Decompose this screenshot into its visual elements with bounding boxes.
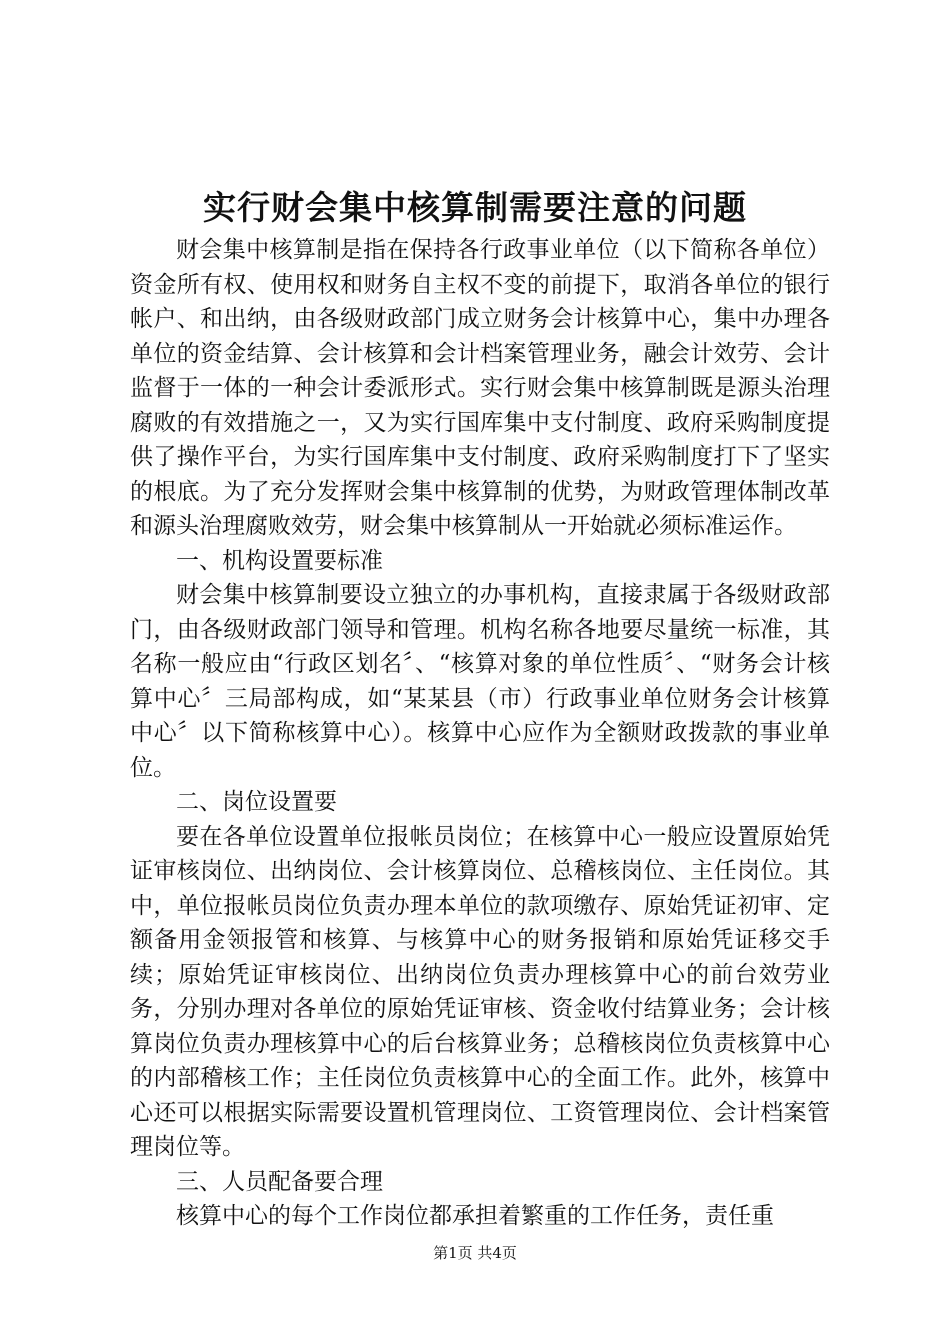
paragraph-section-1: 财会集中核算制要设立独立的办事机构，直接隶属于各级财政部门，由各级财政部门领导和管理。机构名称各地要尽量统一标准，其名称一般应由“行政区划名〞、“核算对象的单位性质〞、“财务会计核算中心〞三局部构成，如“某某县（市）行政事业单位财务会计核算中心〞以下简称核算中心）。核算中心应作为全额财政拨款的事业单位。 [130,582,830,781]
paragraph-section-3: 核算中心的每个工作岗位都承担着繁重的工作任务，责任重 [176,1203,774,1229]
page-footer: 第1页 共4页 [433,1244,517,1262]
document-body [130,233,830,1234]
document-title: 实行财会集中核算制需要注意的问题 [203,188,747,227]
section-heading-2: 二、岗位设置要 [176,789,337,815]
section-heading-3: 三、人员配备要合理 [176,1168,383,1195]
section-heading-1: 一、机构设置要标准 [176,547,383,574]
paragraph-section-2: 要在各单位设置单位报帐员岗位；在核算中心一般应设置原始凭证审核岗位、出纳岗位、会计核算岗位、总稽核岗位、主任岗位。其中，单位报帐员岗位负责办理本单位的款项缴存、原始凭证初审、定额备用金领报管和核算、与核算中心的财务报销和原始凭证移交手续；原始凭证审核岗位、出纳岗位负责办理核算中心的前台效劳业务，分别办理对各单位的原始凭证审核、资金收付结算业务；会计核算岗位负责办理核算中心的后台核算业务；总稽核岗位负责核算中心的内部稽核工作；主任岗位负责核算中心的全面工作。此外，核算中心还可以根据实际需要设置机管理岗位、工资管理岗位、会计档案管理岗位等。 [130,823,830,1160]
paragraph-intro: 财会集中核算制是指在保持各行政事业单位（以下简称各单位）资金所有权、使用权和财务自主权不变的前提下，取消各单位的银行帐户、和出纳，由各级财政部门成立财务会计核算中心，集中办理各单位的资金结算、会计核算和会计档案管理业务，融会计效劳、会计监督于一体的一种会计委派形式。实行财会集中核算制既是源头治理腐败的有效措施之一，又为实行国库集中支付制度、政府采购制度提供了操作平台，为实行国库集中支付制度、政府采购制度打下了坚实的根底。为了充分发挥财会集中核算制的优势，为财政管理体制改革和源头治理腐败效劳，财会集中核算制从一开始就必须标准运作。 [130,237,830,539]
